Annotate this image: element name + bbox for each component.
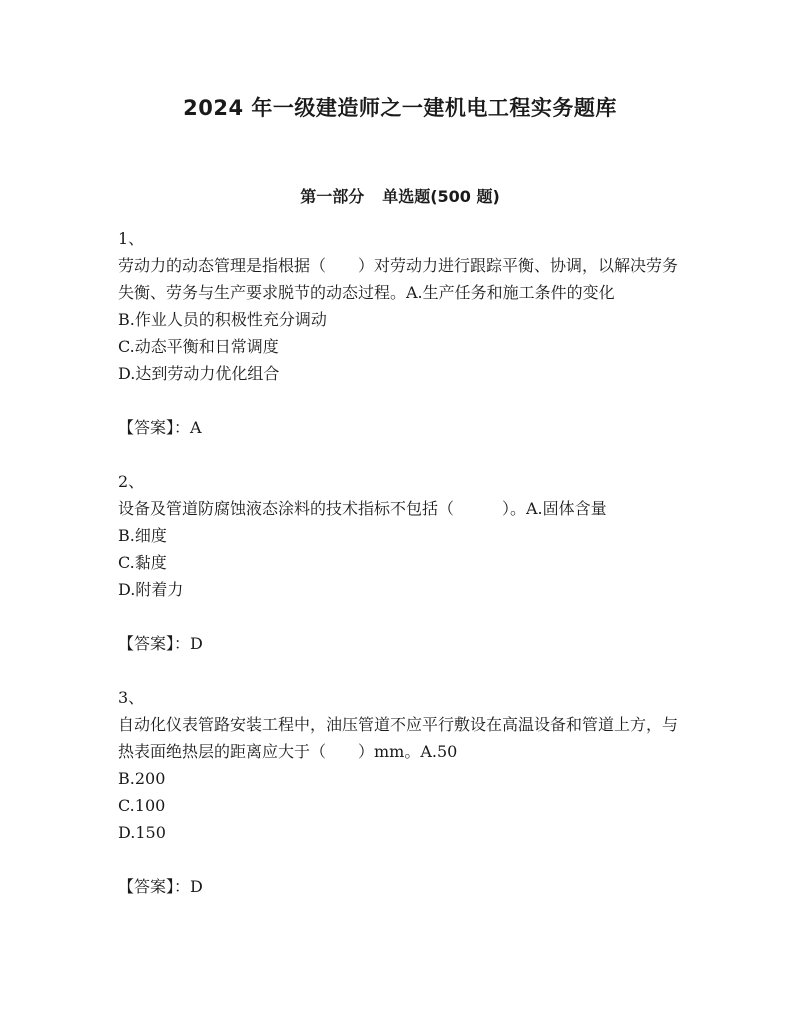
document-title: 2024 年一级建造师之一建机电工程实务题库	[183, 96, 617, 120]
section-heading	[0, 184, 800, 207]
question-number: 1、	[118, 229, 145, 248]
answer-label: 【答案】：	[118, 877, 191, 896]
question-list	[118, 225, 684, 900]
option-b: B.细度	[118, 526, 167, 545]
option-c: C.黏度	[118, 553, 167, 572]
question-stem: 自动化仪表管路安装工程中，油压管道不应平行敷设在高温设备和管道上方，与热表面绝热层的距离应大于（ ）mm。A.50	[118, 715, 679, 761]
question-stem: 设备及管道防腐蚀液态涂料的技术指标不包括（ ）。A.固体含量	[118, 499, 607, 518]
question-1	[118, 225, 684, 468]
question-3	[118, 684, 684, 900]
answer-line	[118, 414, 684, 441]
answer-line	[118, 630, 684, 657]
option-b: B.200	[118, 769, 166, 788]
option-d: D.达到劳动力优化组合	[118, 364, 280, 383]
answer-label: 【答案】：	[118, 418, 191, 437]
question-number: 3、	[118, 688, 145, 707]
question-stem: 劳动力的动态管理是指根据（ ）对劳动力进行跟踪平衡、协调，以解决劳务失衡、劳务与生产要求脱节的动态过程。A.生产任务和施工条件的变化	[118, 256, 679, 302]
option-d: D.附着力	[118, 580, 184, 599]
option-b: B.作业人员的积极性充分调动	[118, 310, 327, 329]
section-part: 第一部分	[300, 187, 365, 206]
option-d: D.150	[118, 823, 166, 842]
option-c: C.动态平衡和日常调度	[118, 337, 279, 356]
option-c: C.100	[118, 796, 166, 815]
section-name: 单选题(500 题)	[382, 187, 500, 206]
answer-value: D	[190, 877, 203, 896]
answer-value: A	[190, 418, 202, 437]
answer-line	[118, 873, 684, 900]
answer-value: D	[190, 634, 203, 653]
question-2	[118, 468, 684, 684]
answer-label: 【答案】：	[118, 634, 191, 653]
question-number: 2、	[118, 472, 145, 491]
